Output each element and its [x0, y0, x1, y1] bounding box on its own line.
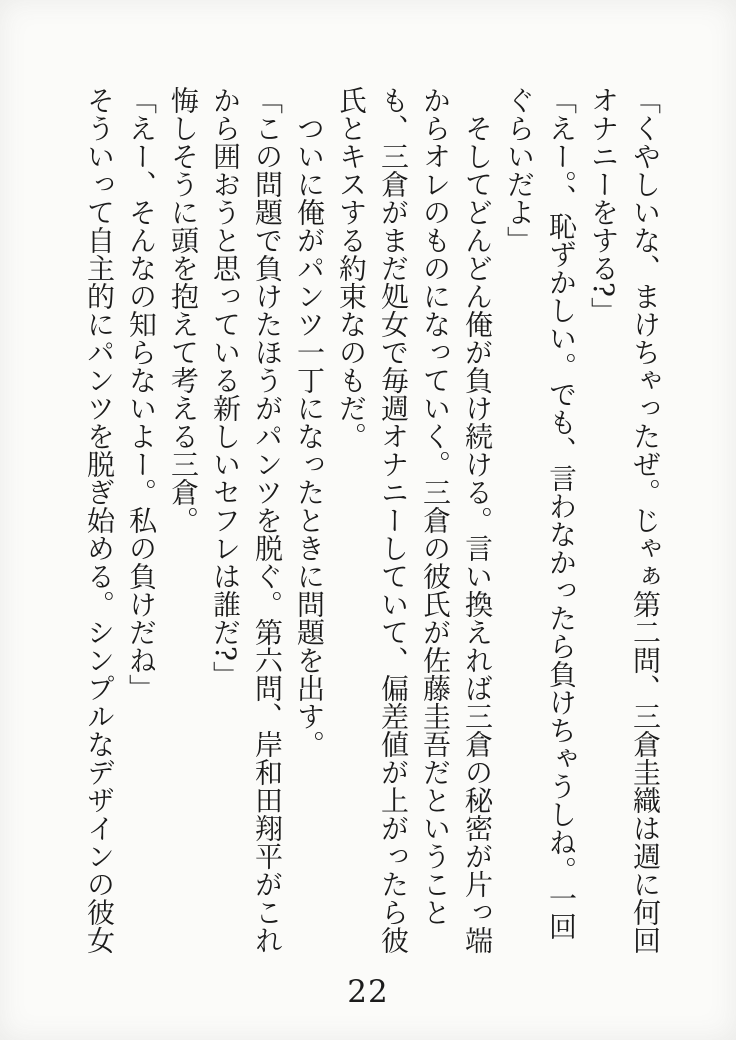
paragraph: 「この問題で負けたほうがパンツを脱ぐ。第六問、岸和田翔平がこれから囲おうと思っている新しいセフレは誰だ?」 [209, 86, 284, 954]
page-number: 22 [347, 974, 389, 1010]
paragraph: 「えー、そんなの知らないよー。私の負けだね」 [125, 86, 158, 702]
paragraph: そういって自主的にパンツを脱ぎ始める。シンプルなデザインの彼女 [83, 86, 116, 954]
text-block [78, 86, 666, 954]
paragraph: ついに俺がパンツ一丁になったときに問題を出す。 [293, 114, 326, 758]
paragraph: そしてどんどん俺が負け続ける。言い換えれば三倉の秘密が片っ端からオレのものになっていく。三倉の彼氏が佐藤圭吾だということも、三倉がまだ処女で毎週オナニーしていて、偏差値が上がったら彼氏とキスする約束なのもだ。 [335, 86, 494, 954]
paragraph: 悔しそうに頭を抱えて考える三倉。 [167, 86, 200, 534]
paragraph: 「くやしいな、まけちゃったぜ。じゃぁ第二問、三倉圭織は週に何回オナニーをする?」 [587, 86, 662, 954]
paragraph: 「えー。、恥ずかしい。でも、言わなかったら負けちゃうしね。一回ぐらいだよ」 [503, 86, 578, 940]
